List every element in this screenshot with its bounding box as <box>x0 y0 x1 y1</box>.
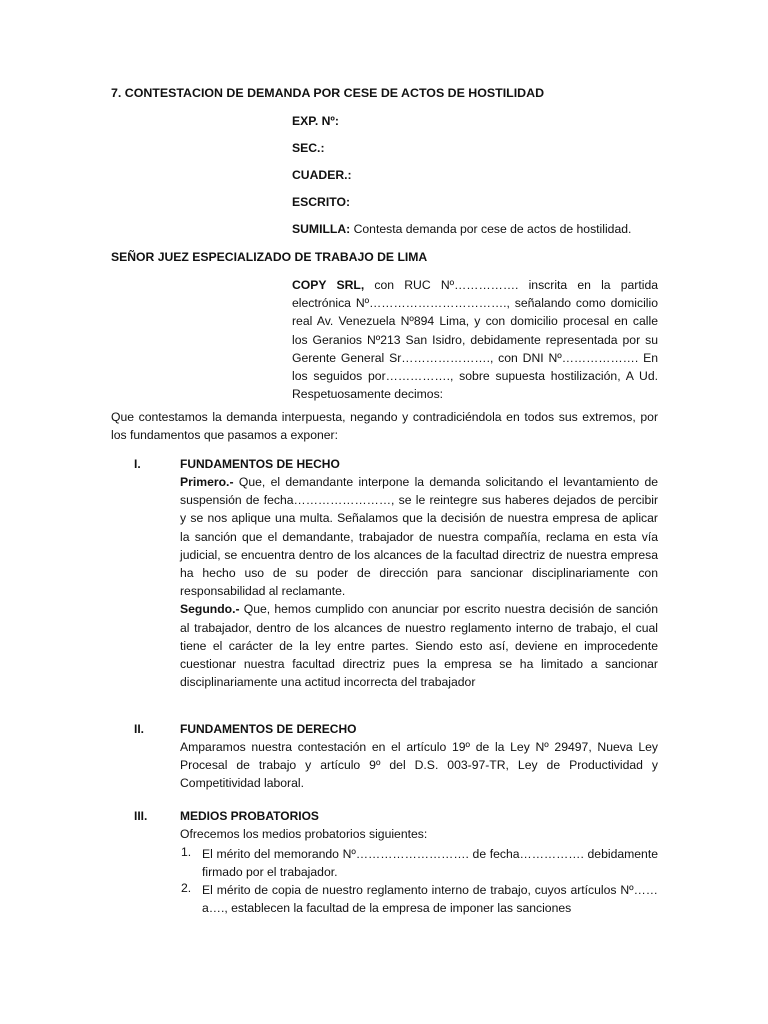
paragraph-primero: Primero.- Que, el demandante interpone la demanda solicitando el levantamiento de suspensión de fecha……………………, se le reintegre sus haberes dejados de percibir y se nos aplique una multa. Señalamos que la decisión de nuestra empresa de aplicar la sanción que el demandante, trabajador de nuestra compañía, reclama en esta vía judicial, se encuentra dentro de los alcances de la facultad directriz de nuestra empresa ha hecho uso de su poder de dirección para sancionar disciplinariamente con responsabilidad al reclamante. <box>180 475 658 599</box>
section-number: II. <box>134 722 145 736</box>
section-number: III. <box>134 809 148 823</box>
fundamentos-derecho-body: Amparamos nuestra contestación en el artículo 19º de la Ley Nº 29497, Nueva Ley Procesal de trabajo y artículo 9º del D.S. 003-97-TR, Ley de Productividad y Competitividad laboral. <box>180 740 658 791</box>
intro-paragraph <box>292 276 658 403</box>
document-heading: 7. CONTESTACION DE DEMANDA POR CESE DE ACTOS DE HOSTILIDAD <box>111 86 545 100</box>
list-item: El mérito del memorando Nº………………………. de fecha……………. debidamente firmado por el trabajador. <box>202 847 658 880</box>
sumilla-text: Contesta demanda por cese de actos de hostilidad. <box>350 222 632 236</box>
medios-intro: Ofrecemos los medios probatorios siguientes: <box>180 827 428 841</box>
sumilla-label: SUMILLA: <box>292 222 351 236</box>
meta-escrito: ESCRITO: <box>292 195 351 209</box>
meta-sec: SEC.: <box>292 141 325 155</box>
company-name: COPY SRL, <box>292 278 365 292</box>
meta-exp: EXP. Nº: <box>292 114 339 128</box>
meta-sumilla <box>292 222 631 236</box>
meta-cuader: CUADER.: <box>292 168 352 182</box>
fundamentos-hecho-body <box>180 473 658 691</box>
opening-paragraph: Que contestamos la demanda interpuesta, negando y contradiciéndola en todos sus extremos, por los fundamentos que pasamos a exponer: <box>111 410 658 443</box>
intro-text: con RUC Nº……………. inscrita en la partida electrónica Nº……………………………., señalando como domicilio real Av. Venezuela Nº894 Lima, y con domicilio procesal en calle los Geranios Nº213 San Isidro, debidamente representada por su Gerente General Sr…………………., con DNI Nº………………. En los seguidos por……………., sobre supuesta hostilización, A Ud. Respetuosamente decimos: <box>292 278 659 402</box>
section-number: I. <box>134 457 141 471</box>
list-item: El mérito de copia de nuestro reglamento interno de trabajo, cuyos artículos Nº……a…., establecen la facultad de la empresa de imponer las sanciones <box>202 883 658 916</box>
paragraph-segundo: Segundo.- Que, hemos cumplido con anunciar por escrito nuestra decisión de sanción al trabajador, dentro de los alcances de nuestro reglamento interno de trabajo, el cual tiene el carácter de la ley entre partes. Siendo esto así, deviene en improcedente cuestionar nuestra facultad directriz pues la empresa se ha limitado a sancionar disciplinariamente una actitud incorrecta del trabajador <box>180 602 658 690</box>
section-title-medios: MEDIOS PROBATORIOS <box>180 809 319 823</box>
list-item-number: 1. <box>181 845 192 859</box>
addressee: SEÑOR JUEZ ESPECIALIZADO DE TRABAJO DE LIMA <box>111 250 428 264</box>
list-item-number: 2. <box>181 881 192 895</box>
section-title-derecho: FUNDAMENTOS DE DERECHO <box>180 722 357 736</box>
section-title-hecho: FUNDAMENTOS DE HECHO <box>180 457 340 471</box>
